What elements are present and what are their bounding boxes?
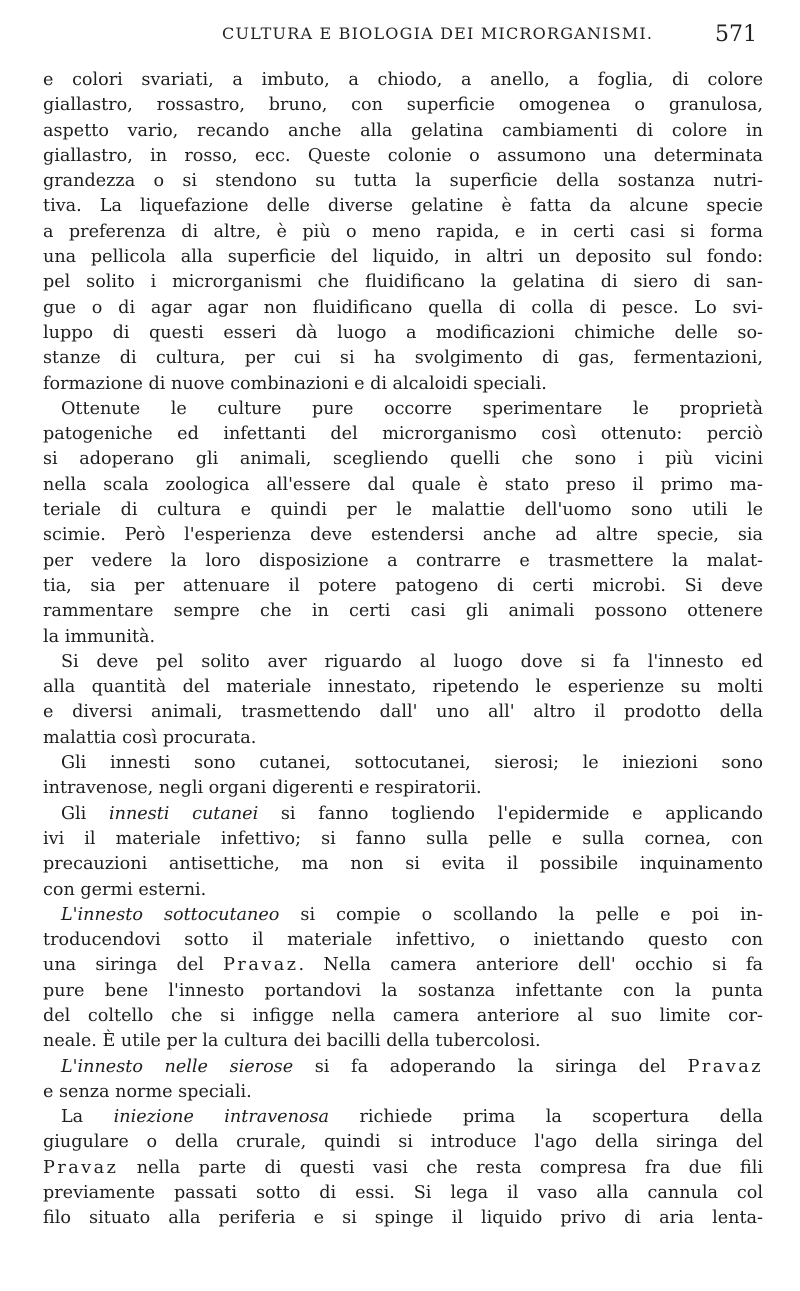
text-line [43, 1105, 763, 1130]
text-line: e senza norme speciali. [43, 1081, 252, 1102]
text-line: tiva. La liquefazione delle diverse gelatine è fatta da alcune specie [43, 196, 763, 217]
text-run: una siringa del [43, 955, 204, 976]
name-pravaz: Pravaz [687, 1056, 763, 1077]
text-line [43, 1055, 763, 1080]
text-line: del coltello che si infigge nella camera anteriore al suo limite cor- [43, 1005, 763, 1026]
text-line: filo situato alla periferia e si spinge il liquido privo di aria lenta- [43, 1208, 763, 1229]
text-line: formazione di nuove combinazioni e di alcaloidi speciali. [43, 373, 547, 394]
text-line: nella scala zoologica all'essere dal quale è stato preso il primo ma- [43, 474, 763, 495]
text-line: grandezza o si stendono su tutta la superficie della sostanza nutri- [43, 171, 763, 192]
text-run: . Nella camera anteriore dell' occhio si fa [298, 955, 763, 976]
name-pravaz: Pravaz [43, 1157, 119, 1178]
text-line: ivi il materiale infettivo; si fanno sulla pelle e sulla cornea, con [43, 828, 763, 849]
term-iniezione-intravenosa: iniezione intravenosa [113, 1107, 330, 1128]
text-run: fanno togliendo l'epidermide e applicando [318, 803, 763, 824]
text-line: intravenose, negli organi digerenti e respiratorii. [43, 778, 482, 799]
text-line: con germi esterni. [43, 879, 207, 900]
text-line: per vedere la loro disposizione a contrarre e trasmettere la malat- [43, 550, 763, 571]
text-line: alla quantità del materiale innestato, ripetendo le esperienze su molti [43, 677, 763, 698]
text-line [43, 903, 763, 928]
text-run: si compie o scollando la pelle e poi in- [300, 904, 763, 925]
text-line: a preferenza di altre, è più o meno rapida, e in certi casi si forma [43, 221, 763, 242]
text-line [43, 953, 763, 978]
text-line: pel solito i microrganismi che fluidificano la gelatina di siero di san- [43, 272, 763, 293]
text-run: richiede prima la scopertura della [359, 1107, 763, 1128]
term-innesto-sottocutaneo: L'innesto sottocutaneo [61, 904, 280, 925]
running-title: CULTURA E BIOLOGIA DEI MICRORGANISMI. [222, 24, 654, 43]
text-line: Si deve pel solito aver riguardo al luogo dove si fa l'innesto ed [61, 651, 763, 672]
term-innesti-cutanei: innesti cutanei [109, 803, 259, 824]
text-run: nella parte di questi vasi che resta compresa fra due fili [136, 1157, 763, 1178]
text-line: giugulare o della crurale, quindi si introduce l'ago della siringa del [43, 1132, 763, 1153]
term-innesto-sierose: L'innesto nelle sierose [61, 1056, 294, 1077]
text-line: e colori svariati, a imbuto, a chiodo, a anello, a foglia, di colore [43, 70, 763, 90]
text-line: neale. È utile per la cultura dei bacilli della tubercolosi. [43, 1031, 541, 1052]
text-line: Gli innesti cutanei si fanno togliendo l'epidermide e applicando [61, 803, 763, 824]
text-line: una pellicola alla superficie del liquido, in altri un deposito sul fondo: [43, 247, 763, 268]
text-line: Gli innesti sono cutanei, sottocutanei, sierosi; le iniezioni sono [61, 753, 763, 774]
text-line: rammentare sempre che in certi casi gli animali possono ottenere [43, 601, 763, 622]
text-line: la immunità. [43, 626, 156, 647]
text-line: precauzioni antisettiche, ma non si evita il possibile inquinamento [43, 854, 763, 875]
text-run: Gli [61, 803, 87, 824]
text-line [43, 1156, 763, 1181]
text-line: scimie. Però l'esperienza deve estendersi anche ad altre specie, sia [43, 525, 763, 546]
text-line: luppo di questi esseri dà luogo a modificazioni chimiche delle so- [43, 322, 763, 343]
text-line: e diversi animali, trasmettendo dall' uno all' altro il prodotto della [43, 702, 763, 723]
text-line: malattia così procurata. [43, 727, 257, 748]
text-line: previamente passati sotto di essi. Si lega il vaso alla cannula col [43, 1183, 763, 1204]
text-run: La [61, 1107, 84, 1128]
text-line: aspetto vario, recando anche alla gelatina cambiamenti di colore in [43, 120, 763, 141]
text-line: patogeniche ed infettanti del microrganismo così ottenuto: perciò [43, 424, 763, 445]
text-line: stanze di cultura, per cui si ha svolgimento di gas, fermentazioni, [43, 348, 763, 369]
text-line: giallastro, in rosso, ecc. Queste colonie o assumono una determinata [43, 145, 763, 166]
text-line: teriale di cultura e quindi per le malattie dell'uomo sono utili le [43, 500, 763, 521]
text-line: tia, sia per attenuare il potere patogeno di certi microbi. Si deve [43, 575, 763, 596]
text-line: troducendovi sotto il materiale infettivo, o iniettando questo con [43, 930, 763, 951]
name-pravaz: Pravaz [223, 955, 299, 976]
text-line: giallastro, rossastro, bruno, con superficie omogenea o granulosa, [43, 95, 763, 116]
text-line: pure bene l'innesto portandovi la sostanza infettante con la punta [43, 980, 763, 1001]
text-line: Ottenute le culture pure occorre sperimentare le proprietà [61, 398, 763, 419]
body-text [43, 68, 763, 1232]
text-line: gue o di agar agar non fluidificano quella di colla di pesce. Lo svi- [43, 297, 763, 318]
page-number: 571 [715, 22, 757, 47]
text-run: si fa adoperando la siringa del [314, 1056, 666, 1077]
text-line: si adoperano gli animali, scegliendo quelli che sono i più vicini [43, 449, 763, 470]
